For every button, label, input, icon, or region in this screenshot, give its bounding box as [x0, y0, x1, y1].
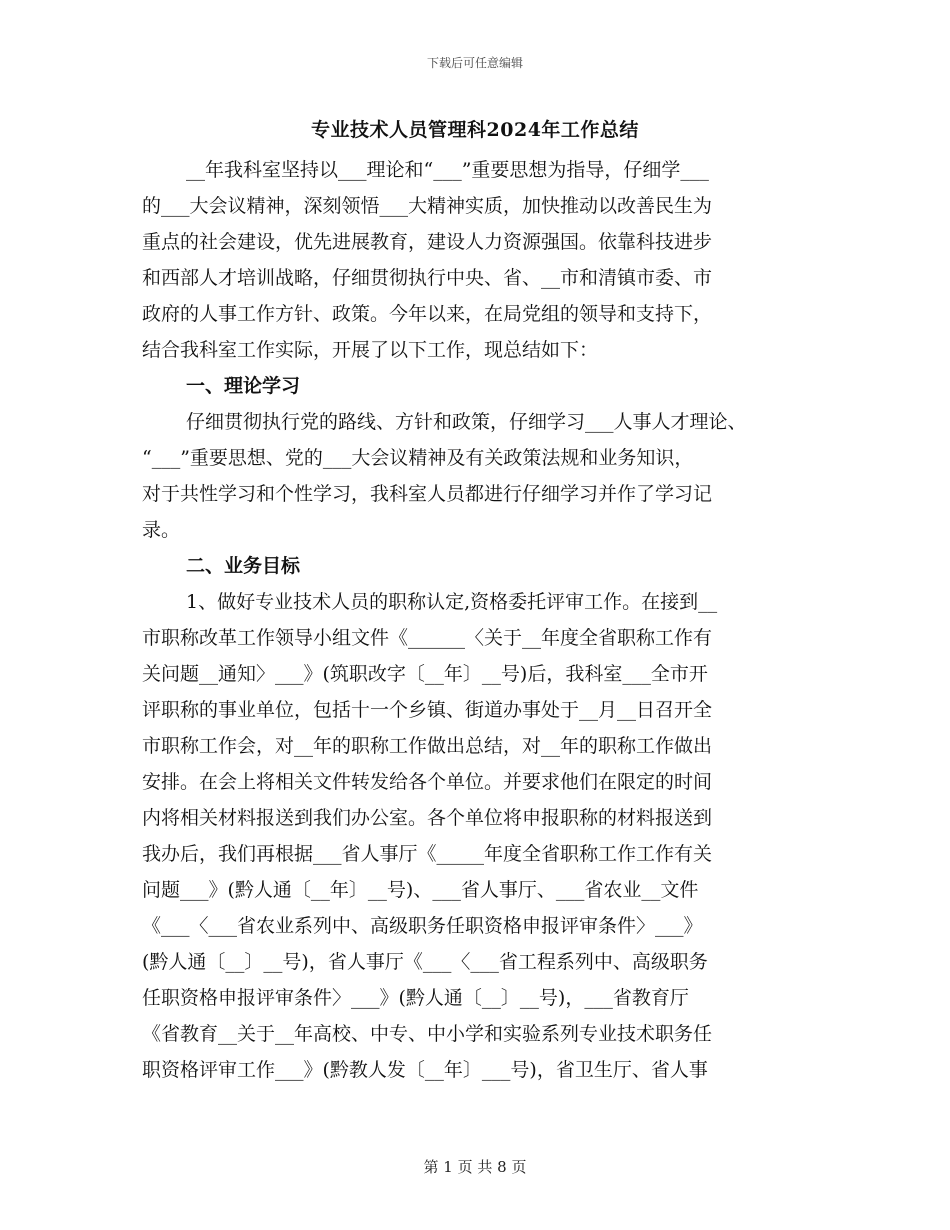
paragraph-line: 1、做好专业技术人员的职称认定,资格委托评审工作。在接到__	[186, 591, 718, 613]
paragraph-line: 结合我科室工作实际，开展了以下工作，现总结如下：	[142, 339, 599, 361]
paragraph-line: 职资格评审工作___》(黔教人发〔__年〕___号)，省卫生厅、省人事	[142, 1059, 708, 1081]
page-number-footer: 第 1 页 共 8 页	[423, 1158, 527, 1176]
paragraph-line: 录。	[142, 519, 181, 541]
paragraph-line: 《省教育__关于__年高校、中专、中小学和实验系列专业技术职务任	[142, 1023, 713, 1045]
paragraph-line: 市职称改革工作领导小组文件《______〈关于__年度全省职称工作有	[142, 627, 713, 649]
paragraph-line: 关问题__通知〉___》(筑职改字〔__年〕__号)后，我科室___全市开	[142, 663, 708, 685]
paragraph-line: 问题___》(黔人通〔__年〕__号)、___省人事厅、___省农业__文件	[142, 879, 699, 901]
paragraph-line: 《___〈___省农业系列中、高级职务任职资格申报评审条件〉___》	[142, 915, 703, 937]
header-note: 下载后可任意编辑	[426, 56, 523, 70]
paragraph-line: __年我科室坚持以___理论和“___”重要思想为指导，仔细学___	[186, 159, 709, 181]
paragraph-line: 评职称的事业单位，包括十一个乡镇、街道办事处于__月__日召开全	[142, 699, 713, 721]
paragraph-line: 和西部人才培训战略，仔细贯彻执行中央、省、__市和清镇市委、市	[142, 267, 713, 289]
section-heading: 一、理论学习	[186, 375, 301, 397]
paragraph-line: (黔人通〔__〕__号)，省人事厅《___〈___省工程系列中、高级职务	[142, 951, 708, 973]
paragraph-line: 我办后，我们再根据___省人事厅《_____年度全省职称工作工作有关	[142, 843, 713, 865]
paragraph-line: 仔细贯彻执行党的路线、方针和政策，仔细学习___人事人才理论、	[186, 411, 747, 433]
paragraph-line: 重点的社会建设，优先进展教育，建设人力资源强国。依靠科技进步	[142, 231, 713, 253]
paragraph-line: 的___大会议精神，深刻领悟___大精神实质，加快推动以改善民生为	[142, 195, 713, 217]
paragraph-line: 对于共性学习和个性学习，我科室人员都进行仔细学习并作了学习记	[142, 483, 713, 505]
paragraph-line: 安排。在会上将相关文件转发给各个单位。并要求他们在限定的时间	[142, 771, 713, 793]
paragraph-line: 任职资格申报评审条件〉___》(黔人通〔__〕__号)，___省教育厅	[142, 987, 689, 1009]
paragraph-line: 政府的人事工作方针、政策。今年以来，在局党组的领导和支持下，	[142, 303, 713, 325]
paragraph-line: 市职称工作会，对__年的职称工作做出总结，对__年的职称工作做出	[142, 735, 713, 757]
section-heading: 二、业务目标	[186, 555, 301, 577]
paragraph-line: “___”重要思想、党的___大会议精神及有关政策法规和业务知识，	[142, 447, 694, 469]
paragraph-line: 内将相关材料报送到我们办公室。各个单位将申报职称的材料报送到	[142, 807, 713, 829]
document-title: 专业技术人员管理科2024年工作总结	[311, 119, 639, 141]
document-body	[142, 152, 827, 1088]
